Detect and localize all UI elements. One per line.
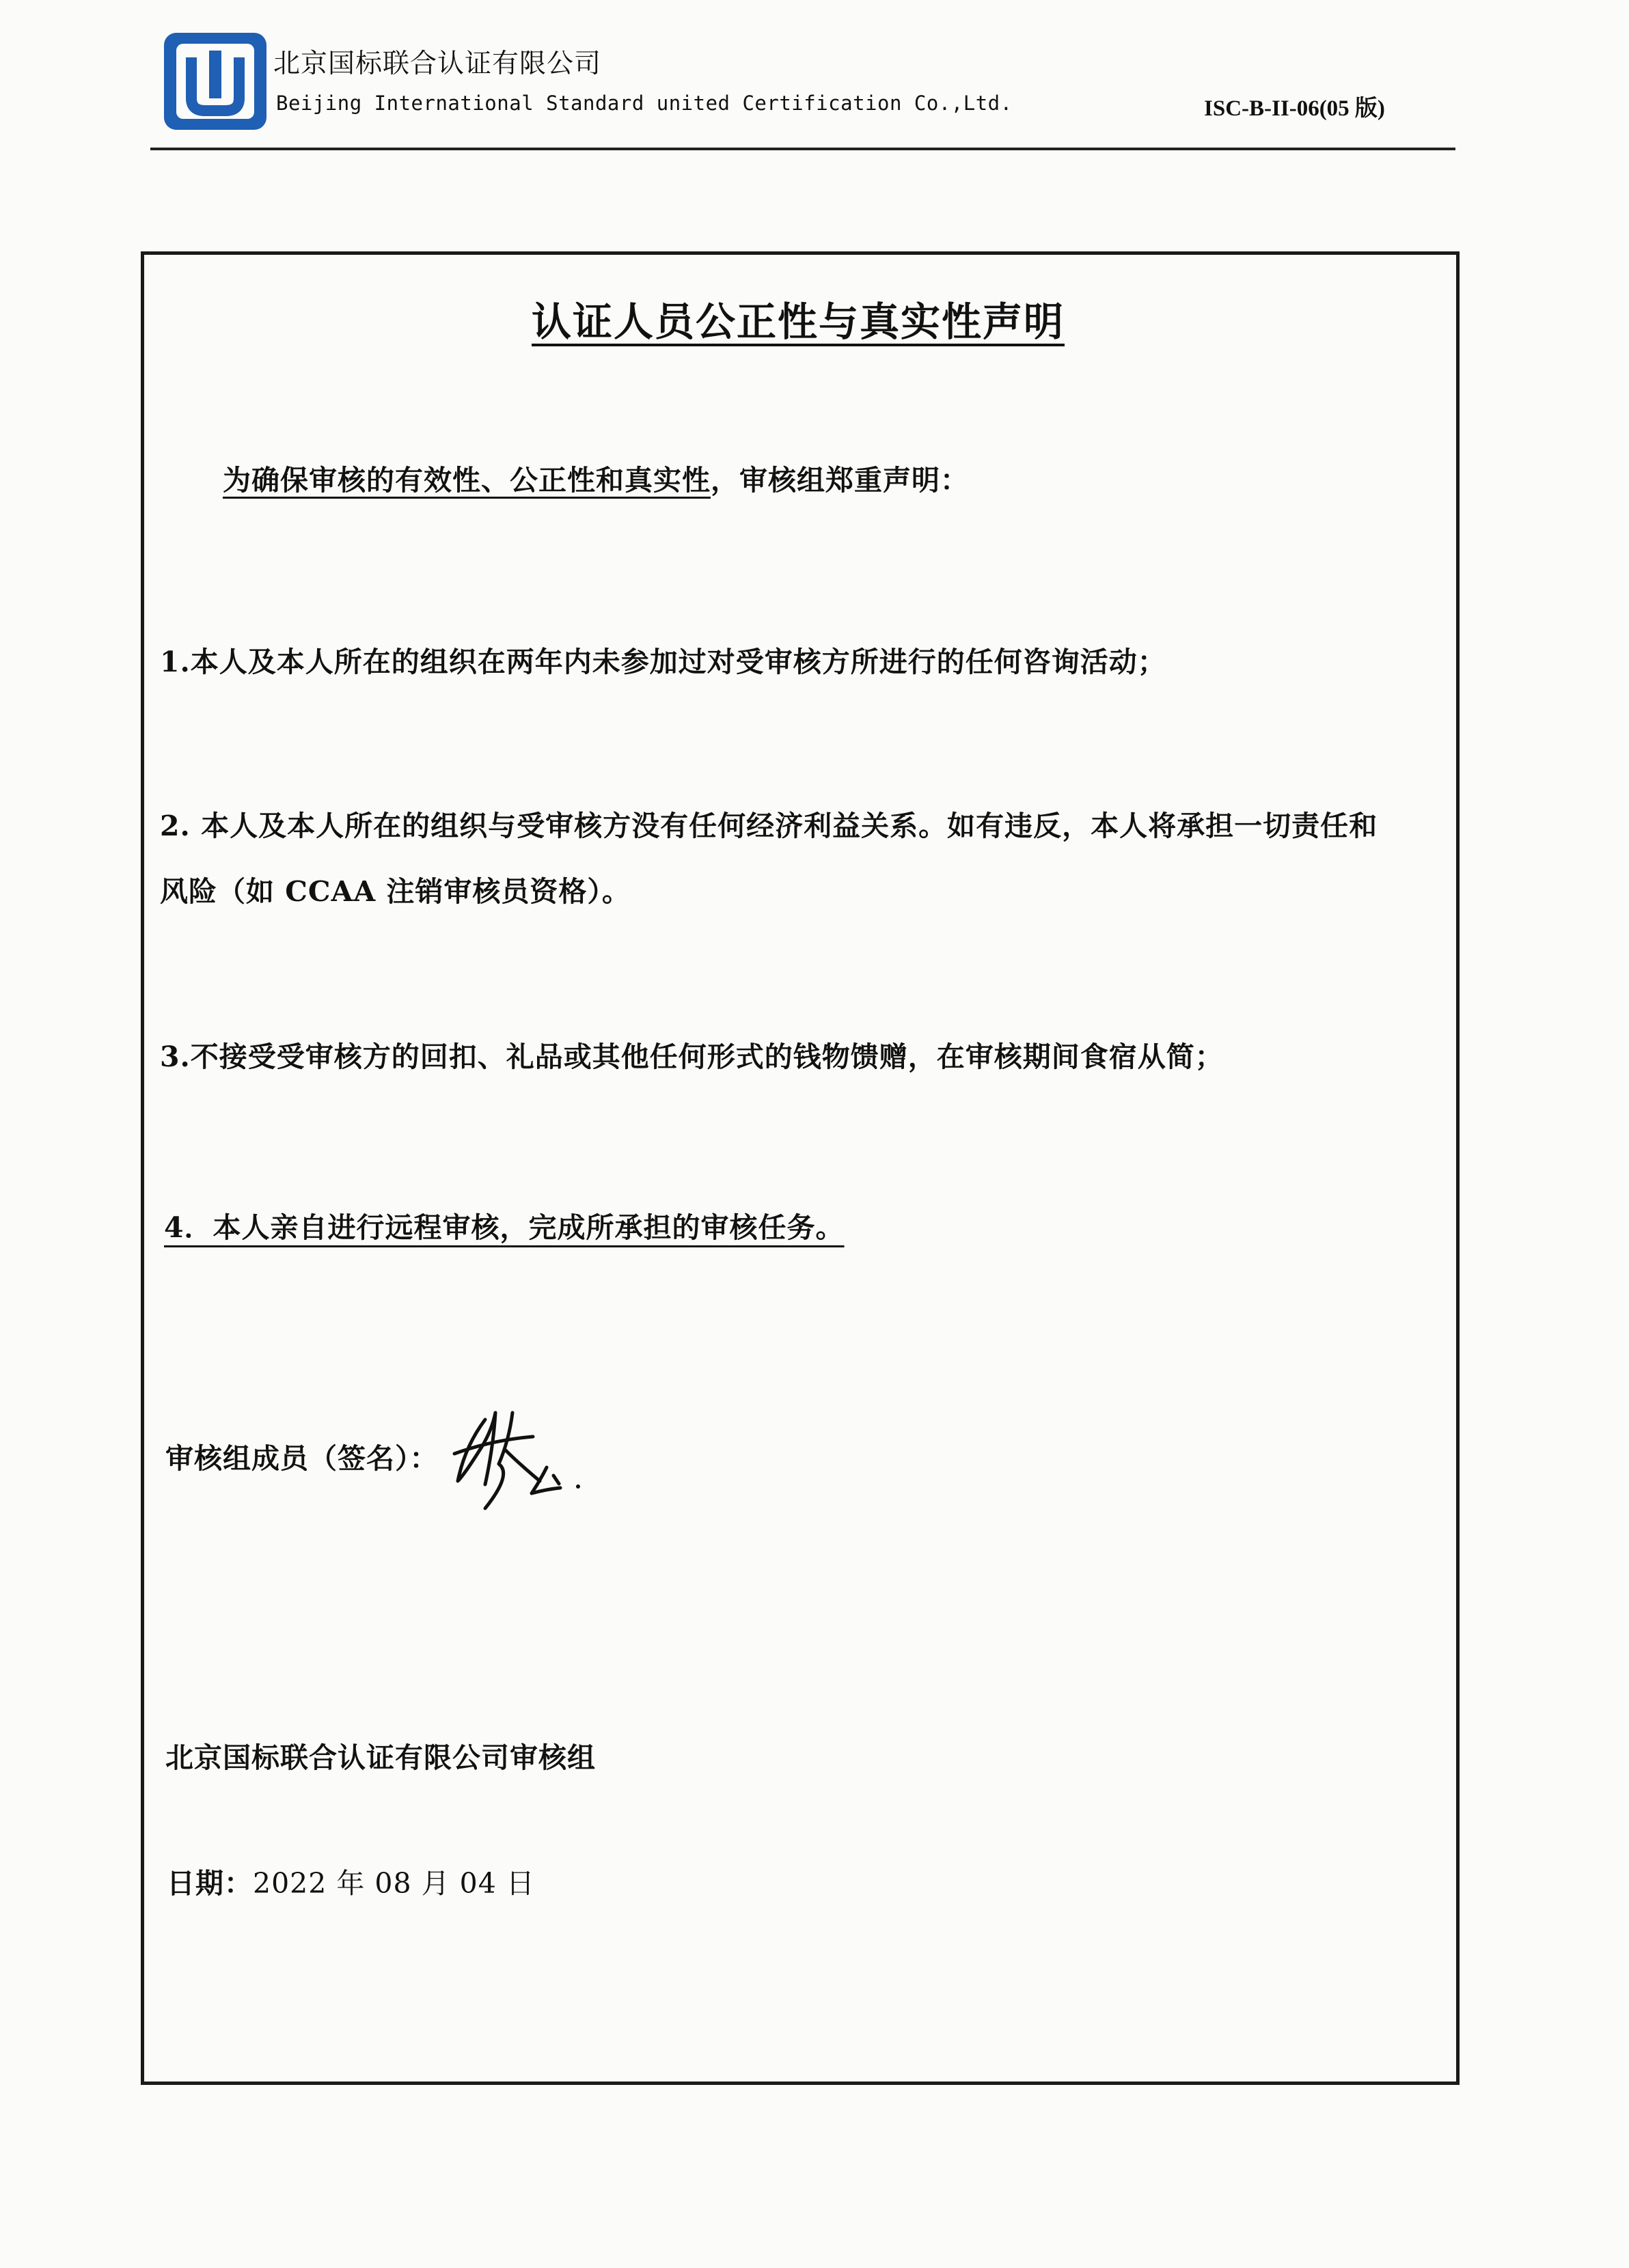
declaration-item-3: 3.不接受受审核方的回扣、礼品或其他任何形式的钱物馈赠，在审核期间食宿从简； (160, 1040, 1224, 1073)
intro-underlined-text: 为确保审核的有效性、公正性和真实性 (223, 464, 711, 497)
date-label: 日期： (167, 1867, 253, 1900)
intro-statement (223, 458, 969, 498)
signature-label: 审核组成员（签名）： (165, 1442, 439, 1475)
company-name-cn: 北京国标联合认证有限公司 (273, 49, 602, 79)
company-logo-icon (161, 30, 269, 133)
audit-team-organization: 北京国标联合认证有限公司审核组 (165, 1741, 596, 1774)
date-value: 2022 年 08 月 04 日 (253, 1867, 535, 1900)
date-line (167, 1861, 535, 1901)
declaration-item-2-line-1: 2. 本人及本人所在的组织与受审核方没有任何经济利益关系。如有违反，本人将承担一切责任和 (160, 810, 1378, 842)
document-title: 认证人员公正性与真实性声明 (532, 299, 1065, 345)
declaration-item-4: 4．本人亲自进行远程审核，完成所承担的审核任务。 (164, 1211, 845, 1244)
document-code: ISC-B-II-06(05 版) (1204, 96, 1385, 121)
declaration-item-1: 1.本人及本人所在的组织在两年内未参加过对受审核方所进行的任何咨询活动； (160, 646, 1166, 678)
document-frame (141, 251, 1460, 2085)
declaration-item-2-line-2: 风险（如 CCAA 注销审核员资格）。 (160, 875, 631, 908)
header-divider (150, 148, 1455, 150)
company-name-en: Beijing International Standard united Certification Co.,Ltd. (276, 92, 1013, 115)
handwritten-signature-icon (444, 1399, 608, 1515)
intro-rest-text: ，审核组郑重声明： (711, 464, 969, 497)
